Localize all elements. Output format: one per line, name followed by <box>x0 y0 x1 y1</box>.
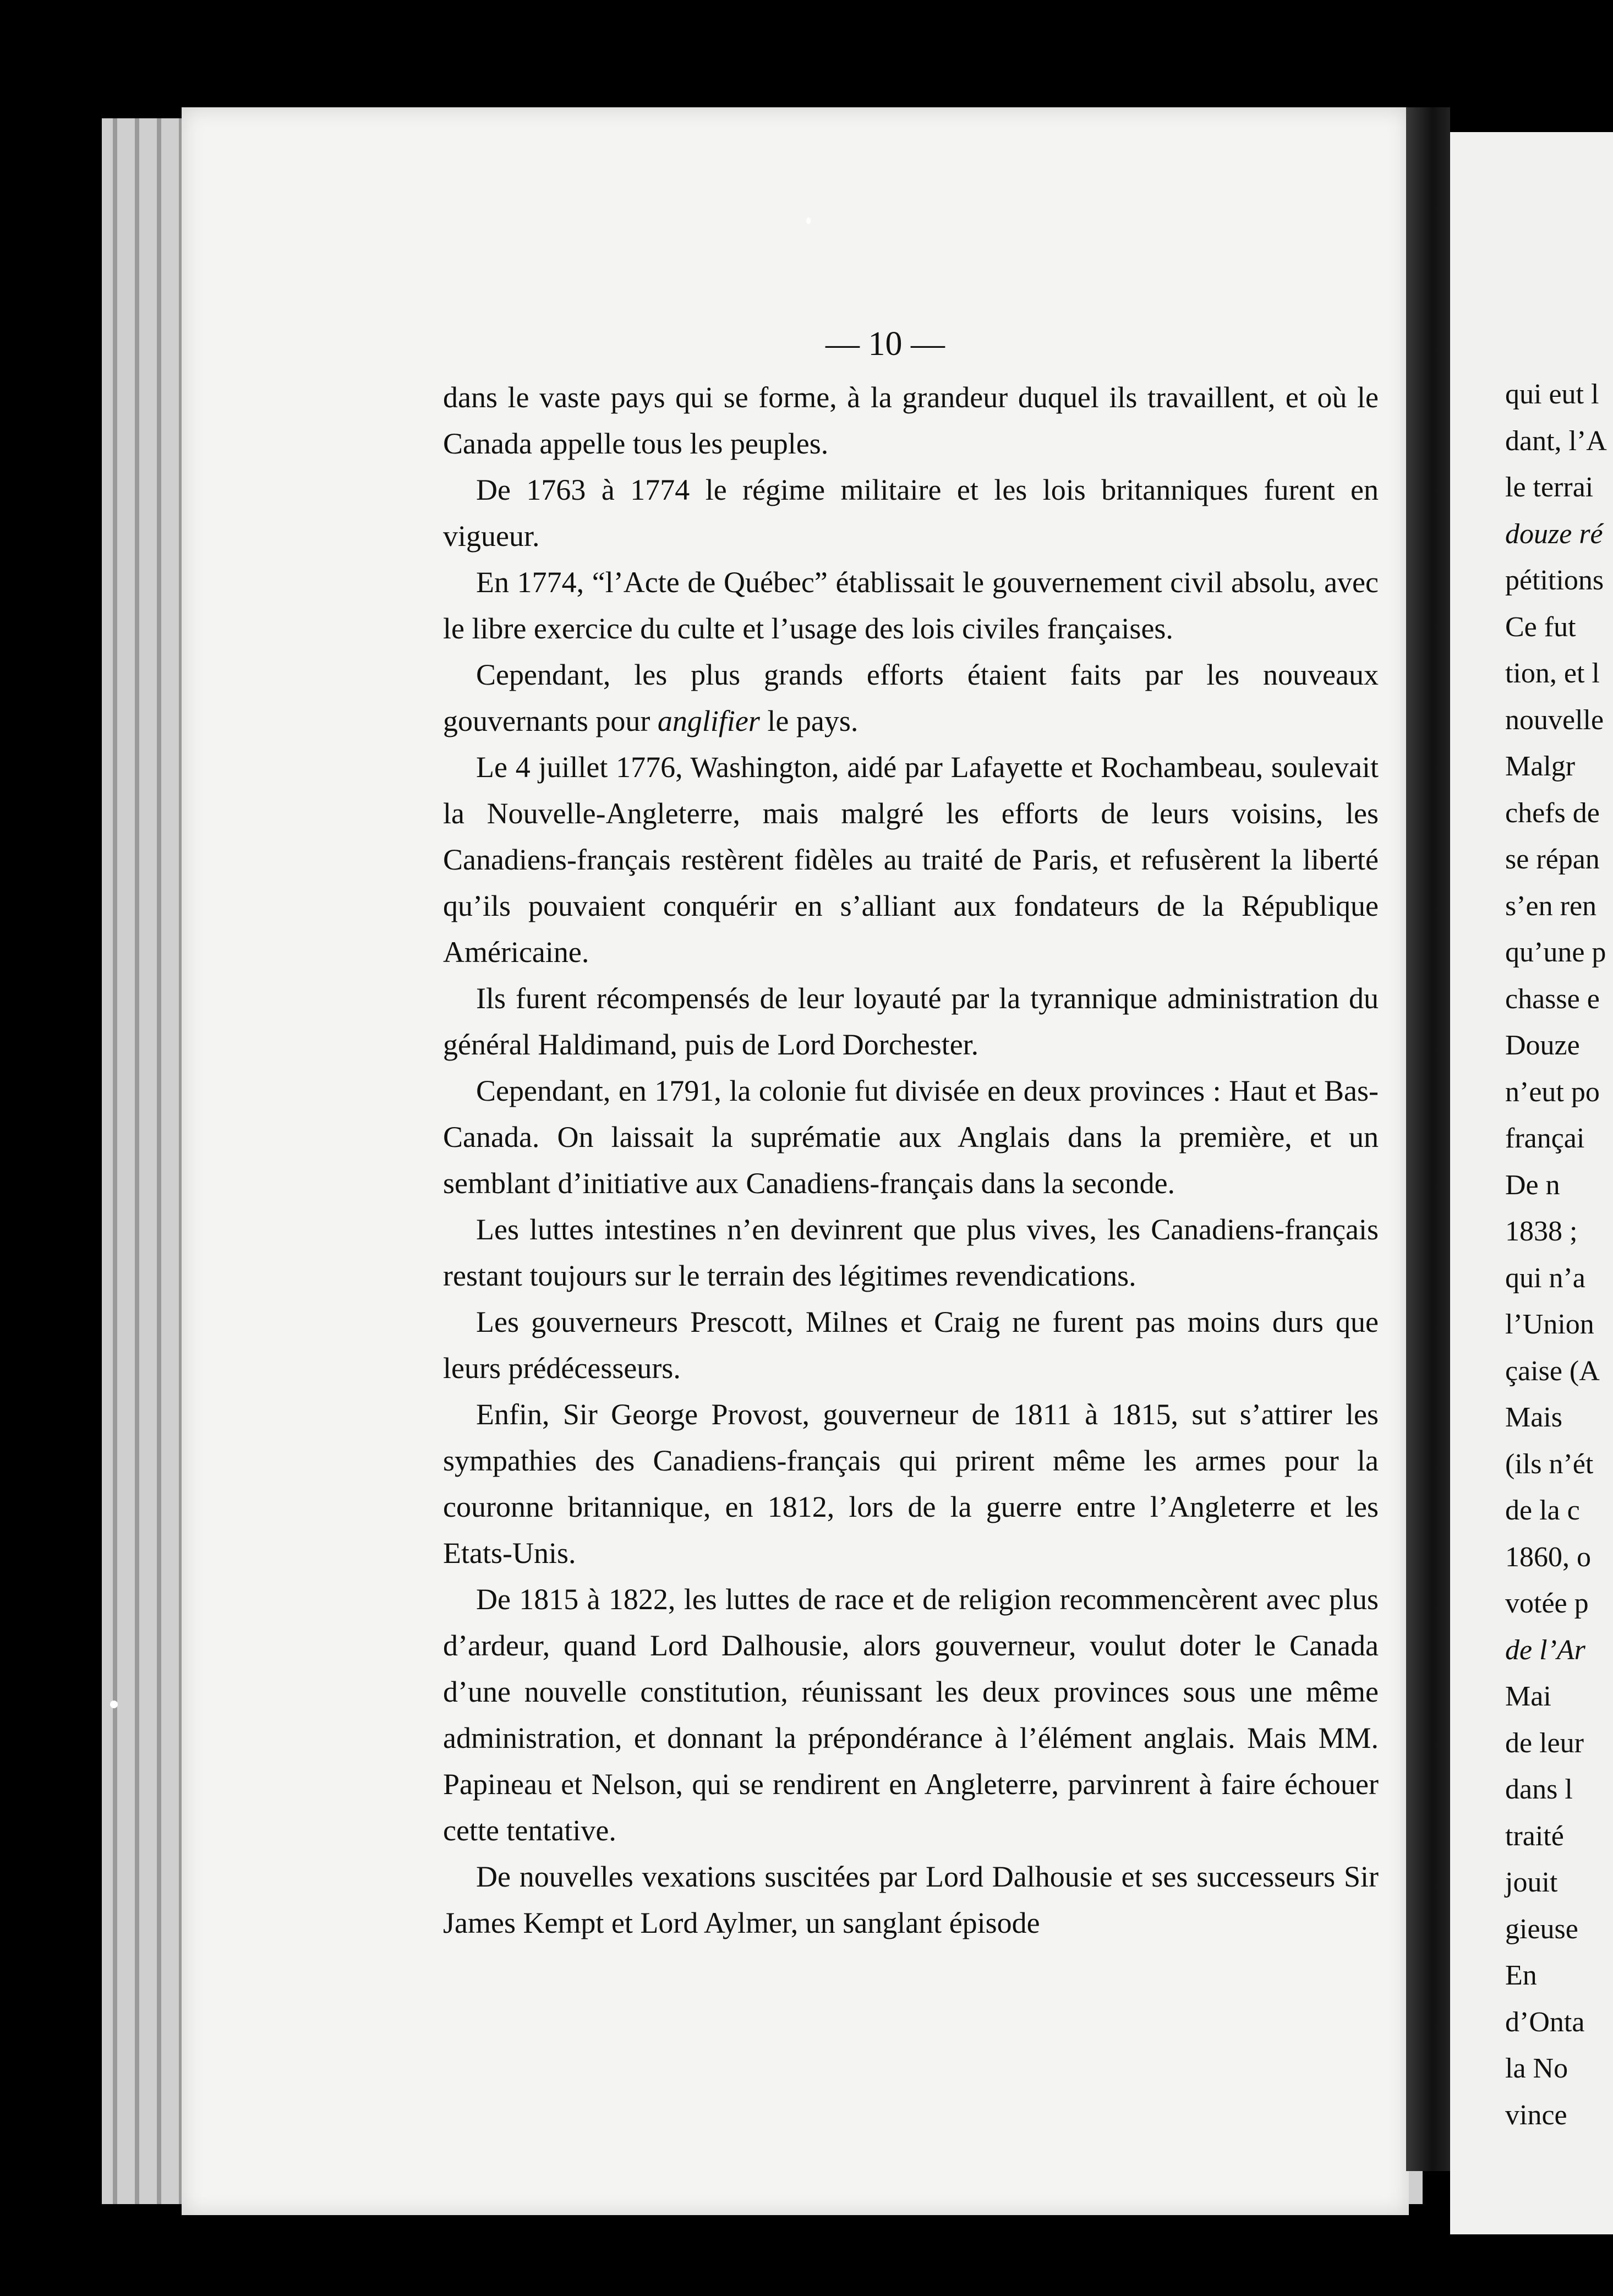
right-page-line: vince <box>1505 2099 1567 2131</box>
right-page-line: gieuse <box>1505 1913 1578 1945</box>
right-page-line: s’en ren <box>1505 890 1597 922</box>
right-page-line: Mai <box>1505 1681 1551 1712</box>
paragraph: Enfin, Sir George Provost, gouverneur de 1811 à 1815, sut s’attirer les sympathies des Canadiens-français qui prirent même les armes pour la couronne britannique, en 1812, lors de la guerre entre l’Angleterre et les Etats-Unis. <box>443 1398 1379 1570</box>
right-page-line: Douze <box>1505 1030 1580 1061</box>
paragraph: dans le vaste pays qui se forme, à la grandeur duquel ils travaillent, et où le Canada appelle tous les peuples. <box>443 381 1379 460</box>
paragraph: Les gouverneurs Prescott, Milnes et Craig ne furent pas moins durs que leurs prédécesseurs. <box>443 1305 1379 1385</box>
right-page-line: d’Onta <box>1505 2006 1585 2038</box>
paragraph: Cependant, en 1791, la colonie fut divisée en deux provinces : Haut et Bas-Canada. On laissait la suprématie aux Anglais dans la première, et un semblant d’initiative aux Canadiens-français dans la seconde. <box>443 1074 1379 1200</box>
right-page-line: pétitions <box>1505 565 1604 596</box>
paragraph: Les luttes intestines n’en devinrent que plus vives, les Canadiens-français restant toujours sur le terrain des légitimes revendications. <box>443 1213 1379 1292</box>
right-page-line: se répan <box>1505 844 1600 875</box>
right-page-line: l’Union <box>1505 1309 1594 1340</box>
right-page-line: chasse e <box>1505 983 1600 1015</box>
right-page-line: tion, et l <box>1505 658 1600 689</box>
right-page-line: dans l <box>1505 1774 1573 1805</box>
right-page-line: le terrai <box>1505 472 1594 503</box>
right-page-line: Malgr <box>1505 751 1576 782</box>
paragraph: De 1763 à 1774 le régime militaire et les lois britanniques furent en vigueur. <box>443 473 1379 553</box>
right-page-line: de la c <box>1505 1495 1580 1526</box>
paragraph: De nouvelles vexations suscitées par Lord Dalhousie et ses successeurs Sir James Kempt et Lord Aylmer, un sanglant épisode <box>443 1860 1379 1939</box>
right-page-line: 1860, o <box>1505 1541 1591 1573</box>
right-page-line: De n <box>1505 1169 1560 1201</box>
body-text <box>443 374 1379 1946</box>
right-page-text <box>1505 371 1613 2139</box>
scan-speck <box>806 217 811 224</box>
scan-speck <box>110 1701 118 1708</box>
right-page-line: qu’une p <box>1505 937 1606 968</box>
page-edge <box>157 118 161 2204</box>
right-page-line: Mais <box>1505 1402 1562 1433</box>
right-page-line: françai <box>1505 1123 1585 1154</box>
paragraph: De 1815 à 1822, les luttes de race et de religion recommencèrent avec plus d’ardeur, quand Lord Dalhousie, alors gouverneur, voulut doter le Canada d’une nouvelle constitution, réunissant les deux provinces sous une même administration, et donnant la prépondérance à l’élément anglais. Mais MM. Papineau et Nelson, qui se rendirent en Angleterre, parvinrent à faire échouer cette tentative. <box>443 1583 1379 1847</box>
right-page-line: la No <box>1505 2053 1568 2084</box>
right-page-line: douze ré <box>1505 518 1603 550</box>
paragraph: Cependant, les plus grands efforts étaient faits par les nouveaux gouvernants pour anglifier le pays. <box>443 658 1379 737</box>
right-page-line: (ils n’ét <box>1505 1448 1594 1480</box>
page-edge <box>135 118 139 2204</box>
right-page-line: qui eut l <box>1505 379 1599 410</box>
right-page-line: En <box>1505 1960 1537 1991</box>
right-page-line: 1838 ; <box>1505 1216 1578 1247</box>
right-page-line: dant, l’A <box>1505 425 1607 457</box>
paragraph: En 1774, “l’Acte de Québec” établissait le gouvernement civil absolu, avec le libre exercice du culte et l’usage des lois civiles françaises. <box>443 566 1379 645</box>
right-page-line: çaise (A <box>1505 1355 1600 1387</box>
right-page-line: qui n’a <box>1505 1262 1585 1294</box>
right-page-line: votée p <box>1505 1588 1589 1619</box>
page-number: — 10 — <box>825 325 945 363</box>
right-page-line: Ce fut <box>1505 611 1576 643</box>
right-page-line: n’eut po <box>1505 1076 1600 1108</box>
page-edge <box>113 118 117 2204</box>
right-page-line: nouvelle <box>1505 704 1604 736</box>
right-page-line: jouit <box>1505 1867 1558 1898</box>
right-page-line: de leur <box>1505 1727 1584 1759</box>
right-page-line: de l’Ar <box>1505 1634 1585 1666</box>
paragraph: Le 4 juillet 1776, Washington, aidé par Lafayette et Rochambeau, soulevait la Nouvelle-Angleterre, mais malgré les efforts de leurs voisins, les Canadiens-français restèrent fidèles au traité de Paris, et refusèrent la liberté qu’ils pouvaient conquérir en s’alliant aux fondateurs de la République Américaine. <box>443 751 1379 969</box>
paragraph: Ils furent récompensés de leur loyauté par la tyrannique administration du général Haldimand, puis de Lord Dorchester. <box>443 982 1379 1061</box>
right-page-line: chefs de <box>1505 797 1600 829</box>
book-gutter <box>1406 107 1450 2171</box>
right-page-line: traité <box>1505 1820 1564 1852</box>
